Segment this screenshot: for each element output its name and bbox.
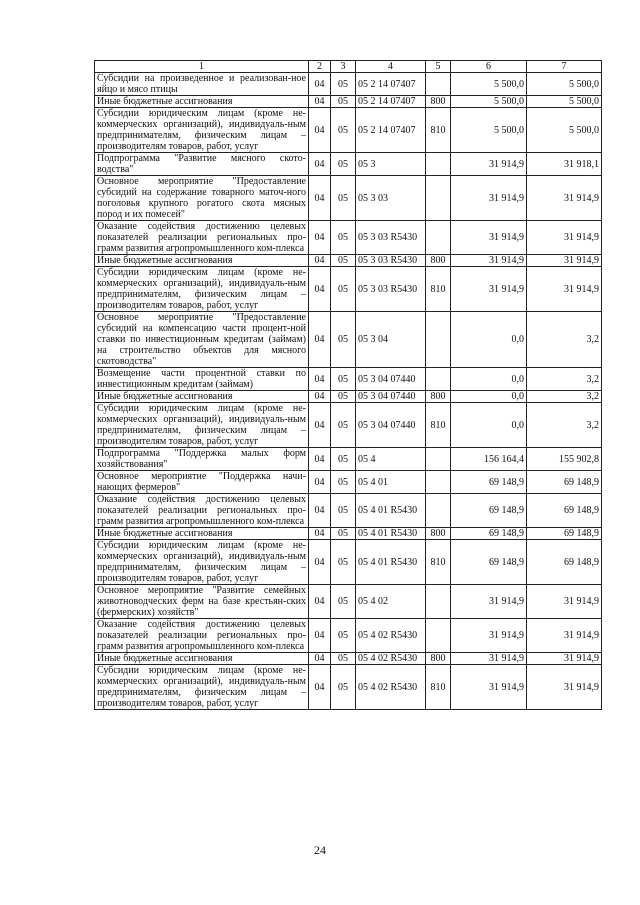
table-row bbox=[95, 448, 602, 471]
cell-subsection: 05 bbox=[331, 255, 356, 267]
cell-expense-type bbox=[426, 619, 451, 653]
cell-expense-type: 800 bbox=[426, 391, 451, 403]
cell-amount-year1: 69 148,9 bbox=[451, 494, 527, 528]
cell-amount-year2: 69 148,9 bbox=[527, 528, 602, 540]
cell-subsection: 05 bbox=[331, 471, 356, 494]
cell-amount-year1: 0,0 bbox=[451, 312, 527, 368]
cell-target-article: 05 4 02 R5430 bbox=[356, 665, 426, 710]
cell-subsection: 05 bbox=[331, 368, 356, 391]
budget-table bbox=[94, 60, 602, 710]
cell-expense-type: 810 bbox=[426, 665, 451, 710]
cell-section: 04 bbox=[309, 221, 331, 255]
cell-subsection: 05 bbox=[331, 267, 356, 312]
cell-amount-year2: 5 500,0 bbox=[527, 108, 602, 153]
page-number: 24 bbox=[314, 843, 326, 857]
cell-section: 04 bbox=[309, 403, 331, 448]
cell-name: Иные бюджетные ассигнования bbox=[95, 391, 309, 403]
table-row bbox=[95, 471, 602, 494]
table-row bbox=[95, 391, 602, 403]
cell-expense-type: 800 bbox=[426, 528, 451, 540]
cell-target-article: 05 3 03 R5430 bbox=[356, 255, 426, 267]
cell-section: 04 bbox=[309, 494, 331, 528]
column-number-1: 1 bbox=[95, 61, 309, 73]
cell-expense-type bbox=[426, 176, 451, 221]
cell-expense-type: 810 bbox=[426, 540, 451, 585]
cell-target-article: 05 4 01 R5430 bbox=[356, 528, 426, 540]
cell-subsection: 05 bbox=[331, 585, 356, 619]
cell-target-article: 05 3 04 07440 bbox=[356, 368, 426, 391]
cell-amount-year1: 31 914,9 bbox=[451, 176, 527, 221]
cell-section: 04 bbox=[309, 153, 331, 176]
cell-section: 04 bbox=[309, 448, 331, 471]
cell-subsection: 05 bbox=[331, 312, 356, 368]
cell-expense-type bbox=[426, 312, 451, 368]
cell-name: Иные бюджетные ассигнования bbox=[95, 653, 309, 665]
cell-section: 04 bbox=[309, 255, 331, 267]
cell-name: Подпрограмма "Развитие мясного ското-водства" bbox=[95, 153, 309, 176]
cell-subsection: 05 bbox=[331, 176, 356, 221]
cell-amount-year2: 31 914,9 bbox=[527, 585, 602, 619]
cell-name: Подпрограмма "Поддержка малых форм хозяйствования" bbox=[95, 448, 309, 471]
cell-amount-year2: 3,2 bbox=[527, 391, 602, 403]
table-row bbox=[95, 403, 602, 448]
cell-section: 04 bbox=[309, 368, 331, 391]
cell-amount-year2: 31 914,9 bbox=[527, 665, 602, 710]
cell-subsection: 05 bbox=[331, 619, 356, 653]
cell-name: Субсидии юридическим лицам (кроме не-коммерческих организаций), индивидуаль-ным предпринимателям, физическим лицам – производителям товаров, работ, услуг bbox=[95, 540, 309, 585]
cell-amount-year2: 5 500,0 bbox=[527, 96, 602, 108]
cell-amount-year2: 3,2 bbox=[527, 368, 602, 391]
cell-amount-year1: 0,0 bbox=[451, 368, 527, 391]
cell-amount-year1: 69 148,9 bbox=[451, 471, 527, 494]
cell-subsection: 05 bbox=[331, 653, 356, 665]
column-number-2: 2 bbox=[309, 61, 331, 73]
cell-amount-year2: 31 918,1 bbox=[527, 153, 602, 176]
cell-target-article: 05 2 14 07407 bbox=[356, 73, 426, 96]
table-row bbox=[95, 665, 602, 710]
table-row bbox=[95, 619, 602, 653]
cell-amount-year2: 155 902,8 bbox=[527, 448, 602, 471]
cell-subsection: 05 bbox=[331, 494, 356, 528]
cell-target-article: 05 3 04 07440 bbox=[356, 391, 426, 403]
column-number-6: 6 bbox=[451, 61, 527, 73]
cell-expense-type: 810 bbox=[426, 108, 451, 153]
cell-amount-year1: 31 914,9 bbox=[451, 619, 527, 653]
cell-amount-year2: 5 500,0 bbox=[527, 73, 602, 96]
cell-expense-type bbox=[426, 368, 451, 391]
cell-name: Оказание содействия достижению целевых показателей реализации региональных про-грамм развития агропромышленного ком-плекса bbox=[95, 494, 309, 528]
cell-target-article: 05 4 02 R5430 bbox=[356, 619, 426, 653]
cell-amount-year2: 69 148,9 bbox=[527, 494, 602, 528]
cell-expense-type bbox=[426, 471, 451, 494]
cell-section: 04 bbox=[309, 108, 331, 153]
table-row bbox=[95, 108, 602, 153]
cell-amount-year2: 31 914,9 bbox=[527, 176, 602, 221]
cell-expense-type: 800 bbox=[426, 255, 451, 267]
cell-amount-year1: 31 914,9 bbox=[451, 255, 527, 267]
cell-section: 04 bbox=[309, 653, 331, 665]
table-row bbox=[95, 653, 602, 665]
cell-name: Иные бюджетные ассигнования bbox=[95, 255, 309, 267]
table-row bbox=[95, 267, 602, 312]
cell-expense-type: 800 bbox=[426, 653, 451, 665]
cell-amount-year1: 5 500,0 bbox=[451, 96, 527, 108]
cell-target-article: 05 4 01 R5430 bbox=[356, 494, 426, 528]
cell-target-article: 05 4 02 R5430 bbox=[356, 653, 426, 665]
cell-amount-year1: 31 914,9 bbox=[451, 221, 527, 255]
cell-expense-type: 800 bbox=[426, 96, 451, 108]
table-body bbox=[95, 73, 602, 710]
cell-name: Основное мероприятие "Предоставление субсидий на компенсацию части процент-ной ставки по инвестиционным кредитам (займам) на строительство объектов для мясного скотоводства" bbox=[95, 312, 309, 368]
cell-expense-type bbox=[426, 585, 451, 619]
cell-section: 04 bbox=[309, 96, 331, 108]
cell-target-article: 05 4 01 bbox=[356, 471, 426, 494]
cell-expense-type bbox=[426, 153, 451, 176]
cell-subsection: 05 bbox=[331, 448, 356, 471]
cell-section: 04 bbox=[309, 665, 331, 710]
cell-amount-year2: 31 914,9 bbox=[527, 619, 602, 653]
cell-name: Основное мероприятие "Предоставление субсидий на содержание товарного маточ-ного поголовья крупного рогатого скота мясных пород и их помесей" bbox=[95, 176, 309, 221]
table-row bbox=[95, 368, 602, 391]
cell-target-article: 05 3 04 07440 bbox=[356, 403, 426, 448]
table-header-row bbox=[95, 61, 602, 73]
cell-amount-year1: 31 914,9 bbox=[451, 267, 527, 312]
table-row bbox=[95, 494, 602, 528]
cell-amount-year1: 5 500,0 bbox=[451, 108, 527, 153]
cell-name: Субсидии юридическим лицам (кроме не-коммерческих организаций), индивидуаль-ным предпринимателям, физическим лицам – производителям товаров, работ, услуг bbox=[95, 665, 309, 710]
cell-target-article: 05 3 03 bbox=[356, 176, 426, 221]
table-row bbox=[95, 255, 602, 267]
table-row bbox=[95, 540, 602, 585]
cell-amount-year2: 69 148,9 bbox=[527, 471, 602, 494]
cell-amount-year1: 31 914,9 bbox=[451, 153, 527, 176]
cell-subsection: 05 bbox=[331, 403, 356, 448]
cell-target-article: 05 3 03 R5430 bbox=[356, 221, 426, 255]
cell-section: 04 bbox=[309, 267, 331, 312]
cell-subsection: 05 bbox=[331, 540, 356, 585]
column-number-3: 3 bbox=[331, 61, 356, 73]
cell-amount-year1: 0,0 bbox=[451, 403, 527, 448]
cell-section: 04 bbox=[309, 619, 331, 653]
cell-name: Оказание содействия достижению целевых показателей реализации региональных про-грамм развития агропромышленного ком-плекса bbox=[95, 221, 309, 255]
cell-subsection: 05 bbox=[331, 153, 356, 176]
cell-target-article: 05 3 bbox=[356, 153, 426, 176]
cell-target-article: 05 4 02 bbox=[356, 585, 426, 619]
table-row bbox=[95, 312, 602, 368]
cell-section: 04 bbox=[309, 471, 331, 494]
cell-expense-type: 810 bbox=[426, 267, 451, 312]
cell-section: 04 bbox=[309, 391, 331, 403]
cell-target-article: 05 3 03 R5430 bbox=[356, 267, 426, 312]
table-row bbox=[95, 528, 602, 540]
cell-section: 04 bbox=[309, 73, 331, 96]
column-number-5: 5 bbox=[426, 61, 451, 73]
cell-subsection: 05 bbox=[331, 391, 356, 403]
cell-amount-year1: 31 914,9 bbox=[451, 653, 527, 665]
cell-name: Оказание содействия достижению целевых показателей реализации региональных про-грамм развития агропромышленного ком-плекса bbox=[95, 619, 309, 653]
cell-section: 04 bbox=[309, 585, 331, 619]
cell-section: 04 bbox=[309, 176, 331, 221]
cell-section: 04 bbox=[309, 312, 331, 368]
cell-subsection: 05 bbox=[331, 665, 356, 710]
cell-name: Иные бюджетные ассигнования bbox=[95, 96, 309, 108]
cell-target-article: 05 2 14 07407 bbox=[356, 108, 426, 153]
table-row bbox=[95, 176, 602, 221]
cell-name: Субсидии юридическим лицам (кроме не-коммерческих организаций), индивидуаль-ным предпринимателям, физическим лицам – производителям товаров, работ, услуг bbox=[95, 267, 309, 312]
table-row bbox=[95, 96, 602, 108]
cell-amount-year2: 3,2 bbox=[527, 312, 602, 368]
cell-target-article: 05 2 14 07407 bbox=[356, 96, 426, 108]
cell-subsection: 05 bbox=[331, 96, 356, 108]
cell-amount-year2: 31 914,9 bbox=[527, 221, 602, 255]
cell-subsection: 05 bbox=[331, 108, 356, 153]
cell-name: Субсидии юридическим лицам (кроме не-коммерческих организаций), индивидуаль-ным предпринимателям, физическим лицам – производителям товаров, работ, услуг bbox=[95, 108, 309, 153]
cell-name: Основное мероприятие "Поддержка начи-нающих фермеров" bbox=[95, 471, 309, 494]
column-number-4: 4 bbox=[356, 61, 426, 73]
cell-amount-year1: 0,0 bbox=[451, 391, 527, 403]
cell-amount-year2: 31 914,9 bbox=[527, 653, 602, 665]
cell-expense-type bbox=[426, 494, 451, 528]
table-row bbox=[95, 585, 602, 619]
cell-expense-type bbox=[426, 221, 451, 255]
cell-amount-year2: 69 148,9 bbox=[527, 540, 602, 585]
cell-amount-year2: 31 914,9 bbox=[527, 255, 602, 267]
cell-subsection: 05 bbox=[331, 73, 356, 96]
cell-name: Субсидии юридическим лицам (кроме не-коммерческих организаций), индивидуаль-ным предпринимателям, физическим лицам – производителям товаров, работ, услуг bbox=[95, 403, 309, 448]
table-row bbox=[95, 73, 602, 96]
cell-target-article: 05 4 01 R5430 bbox=[356, 540, 426, 585]
cell-target-article: 05 3 04 bbox=[356, 312, 426, 368]
cell-amount-year1: 31 914,9 bbox=[451, 585, 527, 619]
cell-expense-type bbox=[426, 73, 451, 96]
cell-name: Иные бюджетные ассигнования bbox=[95, 528, 309, 540]
cell-amount-year1: 69 148,9 bbox=[451, 540, 527, 585]
cell-amount-year1: 156 164,4 bbox=[451, 448, 527, 471]
cell-name: Основное мероприятие "Развитие семейных животноводческих ферм на базе крестьян-ских (фермерских) хозяйств" bbox=[95, 585, 309, 619]
cell-amount-year1: 5 500,0 bbox=[451, 73, 527, 96]
cell-subsection: 05 bbox=[331, 528, 356, 540]
cell-subsection: 05 bbox=[331, 221, 356, 255]
cell-amount-year2: 3,2 bbox=[527, 403, 602, 448]
cell-name: Возмещение части процентной ставки по инвестиционным кредитам (займам) bbox=[95, 368, 309, 391]
cell-target-article: 05 4 bbox=[356, 448, 426, 471]
cell-name: Субсидии на произведенное и реализован-ное яйцо и мясо птицы bbox=[95, 73, 309, 96]
cell-expense-type: 810 bbox=[426, 403, 451, 448]
cell-section: 04 bbox=[309, 528, 331, 540]
column-number-7: 7 bbox=[527, 61, 602, 73]
cell-amount-year1: 69 148,9 bbox=[451, 528, 527, 540]
table-row bbox=[95, 153, 602, 176]
cell-amount-year2: 31 914,9 bbox=[527, 267, 602, 312]
cell-section: 04 bbox=[309, 540, 331, 585]
table-row bbox=[95, 221, 602, 255]
cell-amount-year1: 31 914,9 bbox=[451, 665, 527, 710]
cell-expense-type bbox=[426, 448, 451, 471]
